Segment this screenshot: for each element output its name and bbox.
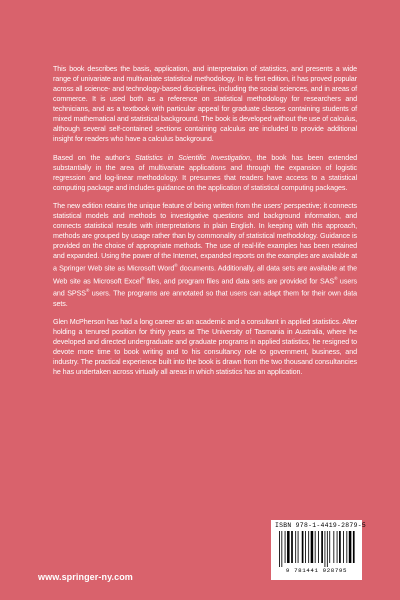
- barcode-bar: [310, 531, 313, 563]
- blurb-paragraph-1: This book describes the basis, application, and interpretation of statistics, and presents a wide range of univariate and multivariate statistical methodology. In its first edition, it has proved popular across all science- and technology-based disciplines, including the social sciences, and in areas of commerce. It is used both as a reference on statistical methodology for researchers and technicians, and as a textbook with particular appeal for graduate classes containing students of mixed mathematical and statistical background. The book is developed without the use of calculus, although several self-contained sections containing calculus are included to provide additional insight for readers who have a calculus background.: [53, 65, 357, 144]
- registered-mark: ®: [174, 263, 178, 269]
- blurb-paragraph-3-part-c: files, and program files and data sets are provided for SAS: [144, 277, 335, 286]
- barcode-bar: [318, 531, 319, 563]
- barcode-bar: [348, 531, 351, 563]
- barcode-bar: [287, 531, 290, 563]
- isbn-number: ISBN 978-1-4419-2879-5: [275, 522, 366, 529]
- barcode-bar: [324, 531, 325, 567]
- blurb-paragraph-3-part-a: The new edition retains the unique feature of being written from the users’ perspective; it connects statistical models and methods to investigative questions and background information, and connects statistical results with interpretations in plain English. In keeping with this approach, methods are grouped by usage rather than by commonality of statistical methodology. Guidance is provided on the choice of appropriate methods. The use of real-life examples has been retained and expanded. Using the power of the Internet, expanded reports on the examples are available at a Springer Web site as Microsoft Word: [53, 202, 357, 273]
- blurb-paragraph-3: [53, 201, 357, 309]
- blurb-paragraph-2-lead: Based on the author’s: [53, 153, 136, 162]
- back-cover-blurb: [53, 64, 357, 377]
- blurb-paragraph-3-part-e: users. The programs are annotated so that users can adapt them for their own data sets.: [53, 289, 357, 308]
- barcode-bar: [305, 531, 306, 563]
- barcode-bar: [297, 531, 298, 563]
- barcode-bar: [336, 531, 337, 563]
- barcode-bar: [308, 531, 309, 563]
- barcode-bar: [333, 531, 334, 563]
- barcode-bar: [326, 531, 327, 567]
- blurb-paragraph-3-part-d: users and SPSS: [53, 277, 357, 298]
- barcode-bar: [281, 531, 282, 567]
- barcode-bars: [277, 531, 357, 567]
- barcode-bar: [329, 531, 330, 563]
- barcode-bar: [346, 531, 347, 563]
- barcode-bar: [279, 531, 280, 567]
- barcode-bar: [352, 531, 354, 563]
- barcode-bar: [291, 531, 293, 563]
- registered-mark: ®: [141, 275, 145, 281]
- barcode-bar: [321, 531, 323, 563]
- blurb-paragraph-3-part-b: documents. Additionally, all data sets are available at the Web site as Microsoft Excel: [53, 264, 357, 286]
- isbn-barcode: [271, 520, 366, 580]
- barcode-bar: [339, 531, 341, 563]
- author-bio: Glen McPherson has had a long career as an academic and a consultant in applied statistics. After holding a tenured position for thirty years at The University of Tasmania in Australia, where he developed and directed undergraduate and graduate programs in applied statistics, he resigned to devote more time to book writing and to his consultancy role to government, business, and industry. The practical experience built into the book is drawn from the two thousand consultancies he has undertaken across virtually all areas in which statistics has an application.: [53, 318, 357, 377]
- publisher-url: www.springer-ny.com: [38, 572, 133, 582]
- barcode-bar: [284, 531, 285, 563]
- barcode-bar: [301, 531, 303, 563]
- barcode-bar: [295, 531, 296, 563]
- registered-mark: ®: [85, 288, 90, 294]
- barcode-bar: [314, 531, 315, 563]
- ean-digits: 9 781441 928795: [285, 567, 348, 574]
- registered-mark: ®: [334, 275, 338, 281]
- blurb-paragraph-2: [53, 153, 357, 193]
- blurb-paragraph-2-rest: , the book has been extended substantially in the area of multivariate applications and through the expansion of logistic regression and log-linear methodology. It presumes that readers have access to a statistical computing package and includes guidance on the application of statistical computing packages.: [53, 153, 357, 192]
- barcode-bar: [343, 531, 344, 563]
- prior-book-title: Statistics in Scientific Investigation: [135, 153, 250, 162]
